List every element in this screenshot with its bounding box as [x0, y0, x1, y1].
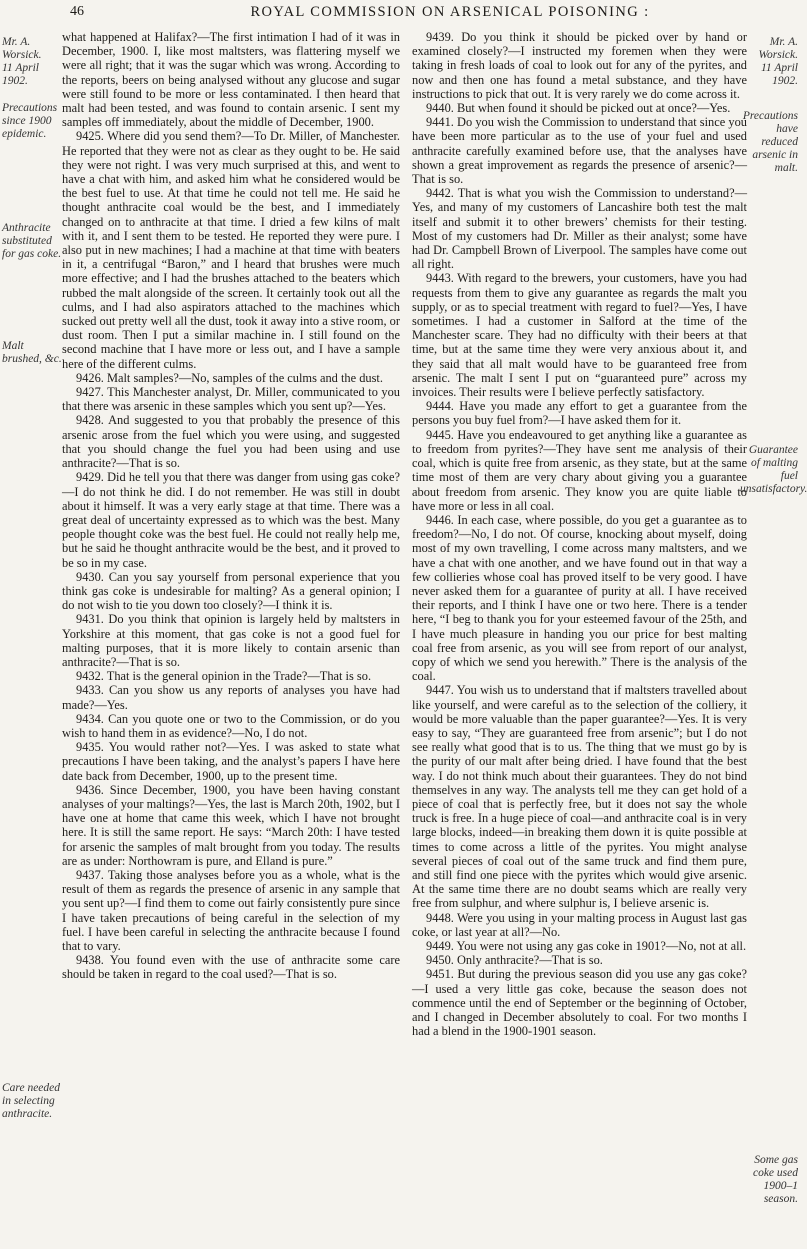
testimony-paragraph: 9447. You wish us to understand that if maltsters travelled about like yourself, and were careful as to the selection of the colliery, it would be more valuable than the paper guarantee?—Yes. It is very easy to say, “They are guaranteed free from arsenic”; but I do not see really what good that is to us. The thing that we must go by is the purity of our malt after being dried. I have found that the best way. I do not think much about their guarantees. They do not bind themselves in any way. The analysts tell me they can get hold of a piece of coal that is perfectly free, but it does not say the whole truck is free. In a huge piece of coal—and anthracite coal is in very large blocks, indeed—in breaking them down it is quite possible at times to come across a little of the pyrites. You might analyse several pieces of coal out of the same truck and find them pure, and still find one piece with the pyrites which would give arsenic. At the same time there are no doubt seams which are really very free from sulphur, and where sulphur is, I believe arsenic is. — [412, 683, 747, 911]
margin-note: 11 April 1902. — [2, 62, 39, 87]
margin-note: Some gas coke used 1900–1 season. — [752, 1154, 798, 1205]
testimony-paragraph: 9433. Can you show us any reports of analyses you have had made?—Yes. — [62, 683, 400, 712]
testimony-paragraph: 9443. With regard to the brewers, your customers, have you had requests from them to give any guarantee as regards the malt you supply, or as to special treatment with regard to fuel?—Yes, I have sometimes. I had a customer in Salford at the time of the Manchester scare. They had no difficulty with their beers at that time, but at the same time they were very anxious about it, and they said that all malt would have to be guaranteed free from arsenic. The malt I sent I put on “guaranteed pure” across my invoices. Their results were I believe perfectly satisfactory. — [412, 271, 747, 400]
testimony-paragraph: 9451. But during the previous season did you use any gas coke?—I used a very little gas coke, because the season does not commence until the end of September or the beginning of October, and I changed in December absolutely to coal. For two months I had a blend in the 1900-1901 season. — [412, 967, 747, 1039]
margin-note: Mr. A. Worsick. — [2, 36, 42, 61]
testimony-paragraph: 9434. Can you quote one or two to the Commission, or do you wish to hand them in as evidence?—No, I do not. — [62, 711, 400, 740]
testimony-paragraph: what happened at Halifax?—The first intimation I had of it was in December, 1900. I, like most maltsters, was flattering myself we were all right; that it was the sugar which was wrong. According to the reports, beers on being analysed without any glucose and sugar were still found to be more or less contaminated. I then heard that malt had been tested, and was found to contain arsenic. I sent my samples off immediately, about the middle of December, 1900. — [62, 30, 400, 130]
testimony-paragraph: 9440. But when found it should be picked out at once?—Yes. — [426, 101, 731, 116]
page-number: 46 — [70, 4, 84, 19]
page-header — [0, 2, 800, 26]
testimony-paragraph: 9441. Do you wish the Commission to understand that since you have been more particular as to the use of your fuel and used anthracite carefully examined before use, that the analyses have shown a great improvement as regards the presence of arsenic?—That is so. — [412, 115, 747, 187]
testimony-paragraph: 9435. You would rather not?—Yes. I was asked to state what precautions I have been taking, and the analyst’s papers I have here date back from December, 1900, up to the present time. — [62, 740, 400, 783]
margin-note: Care needed in selecting anthracite. — [2, 1082, 61, 1120]
testimony-paragraph: 9425. Where did you send them?—To Dr. Miller, of Manchester. He reported that they were not as clear as they ought to be. He said they were not right. I was very much surprised at this, and went to have a chat with him, and asked him what he considered would be the best fuel to use. At that time he could not tell me. He said he thought anthracite coal would be the best, and I immediately changed on to anthracite at that time. I dried a few kilns of malt with it, and I sent them to be tested. He reported they were pure. I also put in new machines; I had a machine at that time with beaters in it, a centrifugal “Baron,” and I heard that brushes were much more effective; and I had the brushes attached to the beaters which rubbed the malt alongside of the screen. It certainly took out all the culms, and I had also aspirators attached to the machines which sucked out pretty well all the dust, took it away into a stive room, or dust room. Then I put a similar machine in. I still found on the second machine that I have more or less out, and I have a sample here of the different culms. — [62, 129, 400, 371]
testimony-paragraph: 9439. Do you think it should be picked over by hand or examined closely?—I instructed my foremen when they were taking in fresh loads of coal to look out for any of the pyrites, and now and then one has found a metal substance, and they have instructions to pick that out. It is very rarely we do come across it. — [412, 30, 747, 101]
margin-note: Guarantee of malting fuel unsatisfactory. — [740, 444, 807, 495]
running-head: ROYAL COMMISSION ON ARSENICAL POISONING : — [250, 4, 650, 20]
margin-note: Mr. A. Worsick. — [758, 36, 798, 61]
testimony-paragraph: 9431. Do you think that opinion is largely held by maltsters in Yorkshire at this moment, that gas coke is not a good fuel for malting purposes, that it is more likely to contain arsenic than anthracite?—That is so. — [62, 612, 400, 669]
margin-note: Precautions since 1900 epidemic. — [2, 102, 58, 140]
testimony-paragraph: 9448. Were you using in your malting process in August last gas coke, or last year at all?—No. — [412, 910, 747, 939]
testimony-paragraph: 9430. Can you say yourself from personal experience that you think gas coke is undesirable for malting? As a general opinion; I do not wish to tie you down too closely?—I think it is. — [62, 569, 400, 613]
margin-note: Malt brushed, &c. — [2, 340, 62, 365]
testimony-paragraph: 9428. And suggested to you that probably the presence of this arsenic arose from the fuel which you were using, and suggested that you should change the fuel you had been using and use anthracite?—That is so. — [62, 413, 400, 471]
testimony-paragraph: 9442. That is what you wish the Commission to understand?—Yes, and many of my customers of Lancashire both test the malt itself and submit it to other brewers’ chemists for their testing. Most of my customers had Dr. Miller as their analyst; some have had Dr. Campbell Brown of Liverpool. The samples have come out all right. — [412, 186, 747, 272]
testimony-paragraph: 9436. Since December, 1900, you have been having constant analyses of your maltings?—Yes, the last is March 20th, 1902, but I have one at home that came this week, which I have not brought here. It is still the same report. He says: “March 20th: I have tested for arsenic the samples of malt brought from you today. The results are as under: Northowram is pure, and Elland is pure.” — [62, 782, 400, 868]
testimony-paragraph: 9445. Have you endeavoured to get anything like a guarantee as to freedom from pyrites?—They have sent me analysis of their coal, which is quite free from arsenic, as they state, but at the same time most of them are very chary about giving you a guarantee about freedom from arsenic. They know you are quite liable to have more or less in all coal. — [412, 427, 747, 513]
right-text-column — [412, 30, 747, 1038]
testimony-paragraph: 9429. Did he tell you that there was danger from using gas coke?—I do not think he did. I do not remember. He was still in doubt about it himself. It was a very early stage at that time. There was a great deal of uncertainty expressed as to which was the best. Many people thought coke was the best fuel. He could not really help me, but he said he thought anthracite would be the best, and it proved to be so in my case. — [62, 470, 400, 570]
testimony-paragraph: 9449. You were not using any gas coke in 1901?—No, not at all. — [426, 939, 747, 953]
testimony-paragraph: 9437. Taking those analyses before you as a whole, what is the result of them as regards the presence of arsenic in any sample that you sent up?—I find them to come out fairly consistently pure since I have taken precautions of being careful in the selection of my fuel. I have been careful in selecting the anthracite because I found that to vary. — [62, 867, 400, 953]
left-text-column — [62, 30, 400, 982]
testimony-paragraph: 9450. Only anthracite?—That is so. — [426, 953, 603, 968]
testimony-paragraph: 9432. That is the general opinion in the Trade?—That is so. — [76, 669, 372, 684]
testimony-paragraph: 9427. This Manchester analyst, Dr. Miller, communicated to you that there was arsenic in these samples which you sent up?—Yes. — [62, 385, 400, 414]
margin-note: 11 April 1902. — [761, 62, 798, 87]
testimony-paragraph: 9438. You found even with the use of anthracite some care should be taken in regard to the coal used?—That is so. — [62, 953, 400, 982]
testimony-paragraph: 9444. Have you made any effort to get a guarantee from the persons you buy fuel from?—I have asked them for it. — [412, 399, 747, 428]
margin-note: Anthracite substituted for gas coke. — [2, 222, 62, 260]
margin-note: Precautions have reduced arsenic in malt. — [742, 110, 798, 174]
testimony-paragraph: 9426. Malt samples?—No, samples of the culms and the dust. — [76, 370, 383, 385]
testimony-paragraph: 9446. In each case, where possible, do you get a guarantee as to freedom?—No, I do not. Of course, knocking about myself, doing most of my own travelling, I come across many maltsters, and we have a chat with one another, and we have found out in that way a few collieries whose coal has proved itself to be very good. I have never asked them for a guarantee of purity at all. I have received their reports, and I think I have one or two here. There is a tender here, “I beg to thank you for your esteemed favour of the 25th, and I have much pleasure in handing you our price for best malting coal free from arsenic, as you will see from report of our analyst, copy of which we send you herewith.” There is the analysis of the coal. — [412, 512, 747, 684]
